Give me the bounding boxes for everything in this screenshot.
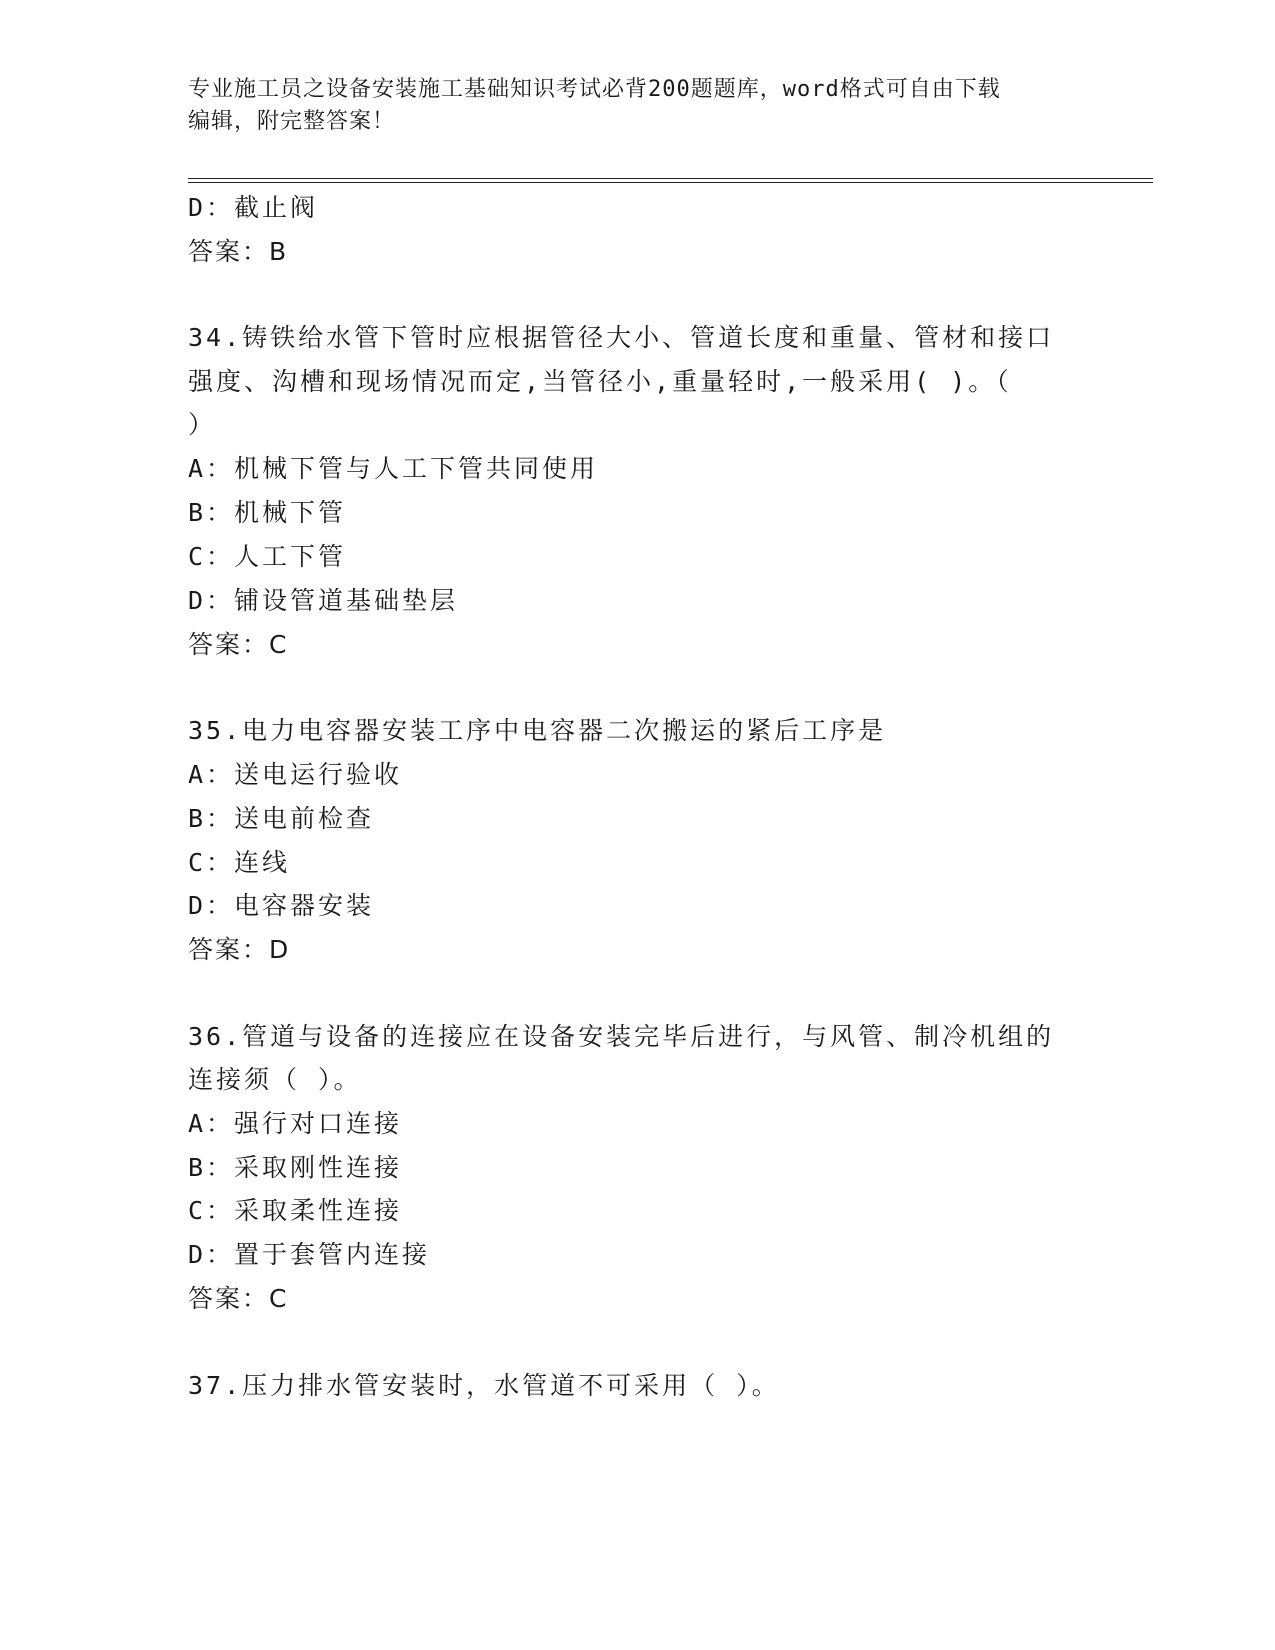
q34-answer: 答案：C (188, 630, 289, 659)
header-line-2: 编辑，附完整答案！ (188, 109, 396, 134)
header-divider-bottom (188, 182, 1153, 183)
q34-text-line-3: ） (188, 410, 217, 439)
q36-text-line-2: 连接须（ ）。 (188, 1065, 362, 1094)
q35-answer: 答案：D (188, 935, 291, 964)
q34-option-d: D：铺设管道基础垫层 (188, 586, 459, 615)
q35-option-a: A：送电运行验收 (188, 760, 403, 789)
q35-option-d: D：电容器安装 (188, 891, 375, 920)
header-divider-top (188, 178, 1153, 179)
prev-option-d: D：截止阀 (188, 193, 319, 222)
q36-option-b: B：采取刚性连接 (188, 1153, 403, 1182)
q35-option-b: B：送电前检查 (188, 804, 375, 833)
q35-option-c: C：连线 (188, 848, 291, 877)
q37-text-line-1: 37.压力排水管安装时，水管道不可采用（ ）。 (188, 1371, 780, 1400)
prev-answer: 答案：B (188, 237, 289, 266)
document-header (188, 74, 1088, 138)
q36-option-a: A：强行对口连接 (188, 1109, 403, 1138)
q34-text-line-2: 强度、沟槽和现场情况而定,当管径小,重量轻时,一般采用( )。（ (188, 367, 1012, 396)
header-line-1: 专业施工员之设备安装施工基础知识考试必背200题题库，word格式可自由下载 (188, 77, 1001, 102)
q34-option-a: A：机械下管与人工下管共同使用 (188, 454, 599, 483)
q34-text-line-1: 34.铸铁给水管下管时应根据管径大小、管道长度和重量、管材和接口 (188, 323, 1055, 352)
q34-option-b: B：机械下管 (188, 498, 347, 527)
q36-option-c: C：采取柔性连接 (188, 1196, 403, 1225)
q36-text-line-1: 36.管道与设备的连接应在设备安装完毕后进行，与风管、制冷机组的 (188, 1022, 1055, 1051)
q35-text-line-1: 35.电力电容器安装工序中电容器二次搬运的紧后工序是 (188, 716, 887, 745)
q34-option-c: C：人工下管 (188, 542, 347, 571)
q36-answer: 答案：C (188, 1284, 289, 1313)
q36-option-d: D：置于套管内连接 (188, 1240, 431, 1269)
